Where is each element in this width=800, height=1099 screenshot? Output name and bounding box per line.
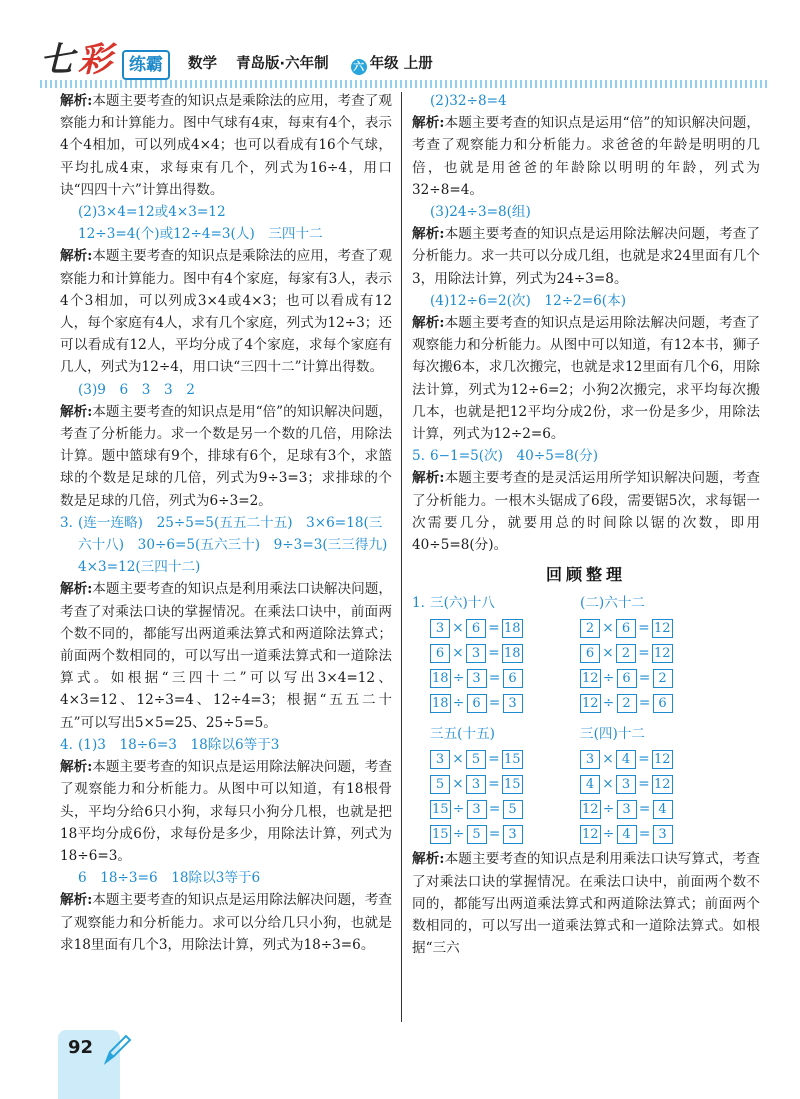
operator: × xyxy=(602,620,614,637)
equals-sign: = xyxy=(638,695,651,712)
analysis-label: 解析: xyxy=(60,403,93,420)
operand-box: 3 xyxy=(466,775,486,794)
analysis-label: 解析: xyxy=(60,759,93,776)
review-group-title: 三五(十五) xyxy=(430,726,495,743)
equals-sign: = xyxy=(488,695,501,712)
numbered-answer xyxy=(60,512,401,579)
equation xyxy=(430,748,580,770)
equation xyxy=(580,667,730,689)
review-analysis xyxy=(412,848,760,959)
logo-box-text: 练霸 xyxy=(122,50,170,80)
operator: ÷ xyxy=(602,670,615,687)
analysis-text: 本题主要考查的知识点是运用除法解决问题，考查了观察能力和分析能力。从图中可以知道，有12本书，狮子每次搬6本，求几次搬完，也就是求12里面有几个6，用除法计算，列式为12÷6=2；小狗2次搬完，求平均每次搬几本，也就是把12平均分成2份，求一份是多少，用除法计算，列式为12÷2=6。 xyxy=(412,315,760,443)
operand-box: 5 xyxy=(467,825,487,844)
equation xyxy=(580,692,730,714)
answer-text: (1)3 18÷6=3 18除以6等于3 xyxy=(78,736,280,753)
equation xyxy=(580,823,730,845)
equation xyxy=(430,617,580,639)
operand-box: 5 xyxy=(466,750,486,769)
operator: ÷ xyxy=(602,695,615,712)
analysis-text: 本题主要考查的知识点是运用除法解决问题，考查了分析能力。求一共可以分成几组，也就是求24里面有几个3，用除法计算，列式为24÷3=8。 xyxy=(412,226,760,287)
equation xyxy=(430,692,580,714)
equals-sign: = xyxy=(488,670,501,687)
operator: × xyxy=(602,751,614,768)
page-header xyxy=(0,0,800,90)
result-box: 4 xyxy=(653,800,673,819)
answer-line: (2)32÷8=4 xyxy=(430,93,507,109)
answer-line: (2)3×4=12或4×3=12 xyxy=(78,204,226,221)
equals-sign: = xyxy=(488,645,500,662)
operand-box: 2 xyxy=(580,619,600,638)
result-box: 3 xyxy=(503,694,523,713)
numbered-answer xyxy=(412,445,760,467)
equals-sign: = xyxy=(638,826,651,843)
operator: ÷ xyxy=(602,826,615,843)
right-column xyxy=(412,90,760,959)
review-group-title: (二)六十二 xyxy=(580,595,645,612)
result-box: 12 xyxy=(654,645,671,661)
review-group-title: 三(四)十二 xyxy=(580,726,645,743)
volume: 上册 xyxy=(403,56,433,72)
operand-box: 6 xyxy=(617,669,637,688)
operator: × xyxy=(452,620,464,637)
answer-text: 6−1=5(次) 40÷5=8(分) xyxy=(430,448,599,465)
operand-box: 15 xyxy=(432,801,449,817)
answer-line: 12÷3=4(个)或12÷4=3(人) 三四十二 xyxy=(78,226,323,243)
result-box: 18 xyxy=(504,645,521,661)
analysis-label: 解析: xyxy=(412,851,445,868)
operand-box: 5 xyxy=(430,775,450,794)
equals-sign: = xyxy=(638,751,650,768)
equals-sign: = xyxy=(638,776,650,793)
result-box: 18 xyxy=(504,620,521,636)
result-box: 5 xyxy=(503,800,523,819)
question-number: 3. xyxy=(60,514,73,531)
question-number: 5. xyxy=(412,448,425,465)
equation xyxy=(430,773,580,795)
operand-box: 6 xyxy=(616,619,636,638)
result-box: 15 xyxy=(504,751,521,767)
analysis-label: 解析: xyxy=(412,226,445,243)
result-box: 15 xyxy=(504,776,521,792)
equals-sign: = xyxy=(488,801,501,818)
operator: × xyxy=(602,776,614,793)
analysis-paragraph xyxy=(412,223,760,290)
analysis-text: 本题主要考查的知识点是运用除法解决问题，考查了观察能力和分析能力。从图中可以知道，有18根骨头，平均分给6只小狗，求每只小狗分几根，也就是把18平均分成6份，求每份是多少，用除法计算，列式为18÷6=3。 xyxy=(60,759,392,864)
result-box: 12 xyxy=(654,620,671,636)
operand-box: 2 xyxy=(617,694,637,713)
analysis-text: 本题主要考查的知识点是运用“倍”的知识解决问题，考查了观察能力和分析能力。求爸爸的年龄是明明的几倍，也就是用爸爸的年龄除以明明的年龄，列式为32÷8=4。 xyxy=(412,115,760,198)
pencil-icon xyxy=(100,1032,132,1066)
analysis-paragraph xyxy=(60,245,392,378)
result-box: 6 xyxy=(653,694,673,713)
operand-box: 12 xyxy=(582,695,599,711)
operator: ÷ xyxy=(452,826,465,843)
analysis-label: 解析: xyxy=(412,315,445,332)
analysis-paragraph xyxy=(60,889,392,956)
operator: ÷ xyxy=(452,695,465,712)
operand-box: 6 xyxy=(466,619,486,638)
equation xyxy=(430,642,580,664)
review-item xyxy=(412,592,760,848)
analysis-text: 本题主要考查的知识点是利用乘法口诀解决问题，考查了对乘法口诀的掌握情况。在乘法口诀中，前面两个数不同的，都能写出两道乘法算式和两道除法算式；前面两个数相同的，可以写出一道乘法算式和一道除法算式。如根据“三四十二”可以写出3×4=12、4×3=12、12÷3=4、12÷4=3；根据“五五二十五”可以写出5×5=25、25÷5=5。 xyxy=(60,581,392,731)
analysis-label: 解析: xyxy=(412,115,445,132)
operand-box: 2 xyxy=(616,644,636,663)
result-box: 6 xyxy=(503,669,523,688)
analysis-paragraph xyxy=(412,112,760,201)
logo-char-1: 七 xyxy=(40,40,74,80)
analysis-label: 解析: xyxy=(60,892,93,909)
analysis-text: 本题主要考查的知识点是运用除法解决问题，考查了观察能力和分析能力。求可以分给几只小狗，也就是求18里面有几个3，用除法计算，列式为18÷3=6。 xyxy=(60,892,392,953)
operand-box: 12 xyxy=(582,670,599,686)
review-group xyxy=(430,723,580,848)
operand-box: 3 xyxy=(617,800,637,819)
page-number: 92 xyxy=(68,1037,94,1058)
analysis-label: 解析: xyxy=(60,248,93,265)
equation xyxy=(580,773,730,795)
analysis-label: 解析: xyxy=(412,470,445,487)
equals-sign: = xyxy=(488,751,500,768)
analysis-label: 解析: xyxy=(60,93,93,109)
logo-char-2: 彩 xyxy=(78,40,112,80)
analysis-paragraph xyxy=(412,312,760,445)
answer-line: (3)9 6 3 3 2 xyxy=(78,381,195,398)
answer-line: (4)12÷6=2(次) 12÷2=6(本) xyxy=(430,292,627,309)
analysis-text: 本题主要考查的知识点是乘除法的应用，考查了观察能力和计算能力。图中气球有4束，每束有4个，表示4个4相加，可以列成4×4；也可以看成有16个气球，平均扎成4束，求每束有几个，列式为16÷4，用口诀“四四十六”计算出得数。 xyxy=(60,93,392,198)
analysis-paragraph xyxy=(412,467,760,556)
operand-box: 12 xyxy=(582,826,599,842)
operand-box: 4 xyxy=(617,825,637,844)
operand-box: 3 xyxy=(430,619,450,638)
review-group xyxy=(580,592,730,717)
operator: × xyxy=(452,776,464,793)
equals-sign: = xyxy=(638,801,651,818)
column-divider xyxy=(401,92,402,1022)
right-answers xyxy=(412,90,760,556)
operand-box: 3 xyxy=(467,669,487,688)
analysis-text: 本题主要考查的知识点是用“倍”的知识解决问题，考查了分析能力。求一个数是另一个数的几倍，用除法计算。题中篮球有9个，排球有6个，足球有3个，求篮球的个数是足球的几倍，列式为9÷3=3；求排球的个数是足球的几倍，列式为6÷3=2。 xyxy=(60,403,392,509)
review-title: 回顾整理 xyxy=(545,565,626,585)
subject: 数学 xyxy=(188,56,217,72)
result-box: 2 xyxy=(653,669,673,688)
operator: × xyxy=(452,751,464,768)
operand-box: 3 xyxy=(430,750,450,769)
equals-sign: = xyxy=(488,826,501,843)
operator: × xyxy=(602,645,614,662)
analysis-text: 本题主要考查的知识点是乘除法的应用，考查了观察能力和计算能力。图中有4个家庭，每家有3人，表示4个3相加，可以列成3×4或4×3；也可以看成有12人，每个家庭有4人，求有几个家庭，列式为12÷3；还可以看成有12人，平均分成了4个家庭，求每个家庭有几人，列式为12÷4，用口诀“三四十二”计算出得数。 xyxy=(60,248,392,376)
review-row xyxy=(430,723,730,848)
left-column xyxy=(60,90,401,956)
analysis-label: 解析: xyxy=(60,581,93,598)
question-number: 4. xyxy=(60,736,73,753)
operand-box: 3 xyxy=(466,644,486,663)
edition: 青岛版·六年制 xyxy=(236,56,329,72)
header-divider xyxy=(40,80,770,88)
result-box: 12 xyxy=(654,776,671,792)
equation xyxy=(580,617,730,639)
equation xyxy=(580,798,730,820)
equals-sign: = xyxy=(638,620,650,637)
result-box: 3 xyxy=(653,825,673,844)
grade-mark: 六 xyxy=(351,59,367,75)
operand-box: 18 xyxy=(432,670,449,686)
equation xyxy=(430,823,580,845)
review-grid xyxy=(430,592,730,848)
equation xyxy=(430,667,580,689)
equation xyxy=(580,642,730,664)
numbered-answer xyxy=(60,734,392,756)
grade: 年级 xyxy=(369,56,399,72)
result-box: 3 xyxy=(503,825,523,844)
operator: ÷ xyxy=(602,801,615,818)
analysis-paragraph xyxy=(60,401,392,512)
operand-box: 4 xyxy=(616,750,636,769)
answer-line: (3)24÷3=8(组) xyxy=(430,204,531,221)
operand-box: 3 xyxy=(616,775,636,794)
review-group xyxy=(430,592,580,717)
review-group-title: 三(六)十八 xyxy=(430,595,495,612)
operand-box: 6 xyxy=(467,694,487,713)
answer-text: (连一连略) 25÷5=5(五五二十五) 3×6=18(三六十八) 30÷6=5(五六三十) 9÷3=3(三三得九) 4×3=12(三四十二) xyxy=(78,514,401,576)
review-row xyxy=(430,592,730,717)
result-box: 12 xyxy=(654,751,671,767)
operand-box: 4 xyxy=(580,775,600,794)
operand-box: 15 xyxy=(432,826,449,842)
equals-sign: = xyxy=(638,670,651,687)
operator: ÷ xyxy=(452,670,465,687)
analysis-paragraph xyxy=(60,756,392,867)
answer-line: 6 18÷3=6 18除以3等于6 xyxy=(78,870,261,887)
operand-box: 6 xyxy=(580,644,600,663)
analysis-paragraph xyxy=(60,578,392,733)
operator: × xyxy=(452,645,464,662)
header-info xyxy=(188,52,433,75)
operand-box: 12 xyxy=(582,801,599,817)
operator: ÷ xyxy=(452,801,465,818)
equals-sign: = xyxy=(488,776,500,793)
equals-sign: = xyxy=(638,645,650,662)
equals-sign: = xyxy=(488,620,500,637)
analysis-text: 本题主要考查的知识点是利用乘法口诀写算式，考查了对乘法口诀的掌握情况。在乘法口诀中，前面两个数不同的，都能写出两道乘法算式和两道除法算式；前面两个数相同的，可以写出一道乘法算式和一道除法算式。如根据“三六 xyxy=(412,851,760,957)
equation xyxy=(580,748,730,770)
analysis-text: 本题主要考查的是灵活运用所学知识解决问题，考查了分析能力。一根木头锯成了6段，需要锯5次，求每锯一次需要几分，就要用总的时间除以锯的次数，即用40÷5=8(分)。 xyxy=(412,470,760,554)
operand-box: 6 xyxy=(430,644,450,663)
operand-box: 3 xyxy=(580,750,600,769)
review-group xyxy=(580,723,730,848)
operand-box: 18 xyxy=(432,695,449,711)
equation xyxy=(430,798,580,820)
analysis-paragraph xyxy=(60,90,392,201)
operand-box: 3 xyxy=(467,800,487,819)
review-num: 1. xyxy=(412,595,425,612)
